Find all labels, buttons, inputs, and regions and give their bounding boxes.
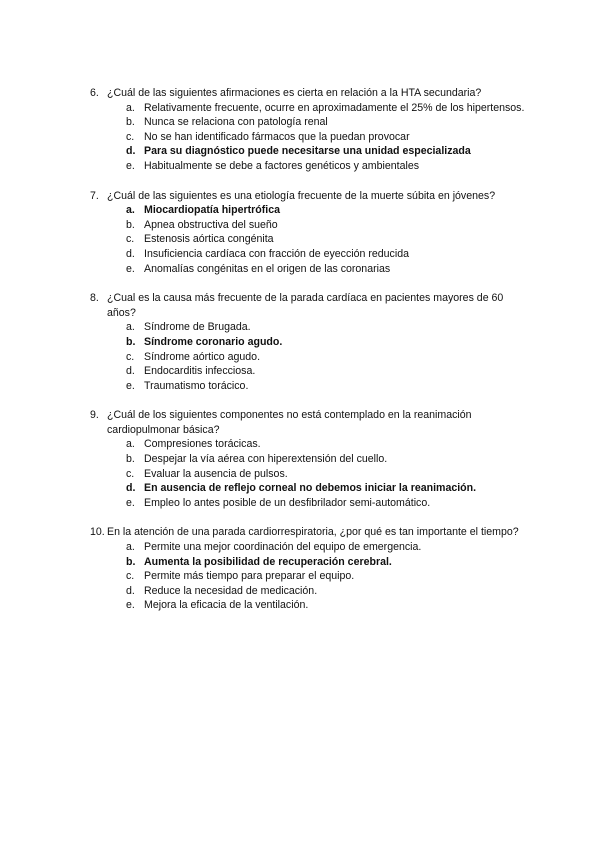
option-letter: b. xyxy=(126,555,136,568)
option-a xyxy=(90,101,530,116)
option-text: Empleo lo antes posible de un desfibrilador semi-automático. xyxy=(144,496,431,509)
option-b-correct xyxy=(90,335,530,350)
question-6 xyxy=(90,86,530,174)
option-letter: c. xyxy=(126,350,135,363)
option-e xyxy=(90,379,530,394)
option-b-correct xyxy=(90,555,530,570)
option-text: Anomalías congénitas en el origen de las coronarias xyxy=(144,262,391,275)
question-text: ¿Cual es la causa más frecuente de la parada cardíaca en pacientes mayores de 60 años? xyxy=(107,292,504,319)
option-letter: e. xyxy=(126,379,135,392)
option-a xyxy=(90,320,530,335)
option-e xyxy=(90,262,530,277)
question-text: ¿Cuál de las siguientes es una etiología frecuente de la muerte súbita en jóvenes? xyxy=(107,189,496,202)
option-text: Endocarditis infecciosa. xyxy=(144,365,256,378)
question-10 xyxy=(90,525,530,613)
option-text: Reduce la necesidad de medicación. xyxy=(144,584,318,597)
option-letter: c. xyxy=(126,467,135,480)
option-letter: c. xyxy=(126,130,135,143)
question-text: ¿Cuál de los siguientes componentes no está contemplado en la reanimación cardiopulmonar básica? xyxy=(107,409,472,436)
option-text: Permite más tiempo para preparar el equipo. xyxy=(144,570,355,583)
option-c xyxy=(90,569,530,584)
option-letter: a. xyxy=(126,321,135,334)
option-b xyxy=(90,218,530,233)
option-letter: e. xyxy=(126,599,135,612)
option-letter: e. xyxy=(126,262,135,275)
option-e xyxy=(90,159,530,174)
option-letter: e. xyxy=(126,159,135,172)
option-a-correct xyxy=(90,203,530,218)
option-text: Mejora la eficacia de la ventilación. xyxy=(144,599,309,612)
option-letter: c. xyxy=(126,570,135,583)
option-text: Permite una mejor coordinación del equipo de emergencia. xyxy=(144,541,422,554)
option-letter: d. xyxy=(126,365,135,378)
option-text: Miocardiopatía hipertrófica xyxy=(144,204,280,217)
option-letter: a. xyxy=(126,438,135,451)
option-text: Síndrome aórtico agudo. xyxy=(144,350,261,363)
option-d xyxy=(90,364,530,379)
question-text: ¿Cuál de las siguientes afirmaciones es cierta en relación a la HTA secundaria? xyxy=(107,87,482,99)
option-c xyxy=(90,350,530,365)
option-letter: c. xyxy=(126,233,135,246)
question-list xyxy=(90,86,530,628)
option-text: Síndrome coronario agudo. xyxy=(144,335,283,348)
option-a xyxy=(90,437,530,452)
option-a xyxy=(90,540,530,555)
option-text: Insuficiencia cardíaca con fracción de eyección reducida xyxy=(144,247,409,260)
question-number: 9. xyxy=(90,409,99,422)
option-letter: a. xyxy=(126,541,135,554)
option-e xyxy=(90,496,530,511)
option-c xyxy=(90,130,530,145)
option-b xyxy=(90,115,530,130)
option-letter: a. xyxy=(126,101,135,114)
option-letter: d. xyxy=(126,482,136,495)
question-number: 10. xyxy=(90,526,105,539)
question-8 xyxy=(90,291,530,393)
option-text: Habitualmente se debe a factores genéticos y ambientales xyxy=(144,159,420,172)
option-d-correct xyxy=(90,481,530,496)
option-d xyxy=(90,584,530,599)
question-text: En la atención de una parada cardiorrespiratoria, ¿por qué es tan importante el tiempo? xyxy=(107,526,519,539)
option-d xyxy=(90,247,530,262)
option-d-correct xyxy=(90,144,530,159)
option-e xyxy=(90,598,530,613)
question-number: 6. xyxy=(90,87,99,99)
option-text: Compresiones torácicas. xyxy=(144,438,261,451)
option-text: Despejar la vía aérea con hiperextensión del cuello. xyxy=(144,453,388,466)
option-letter: b. xyxy=(126,335,136,348)
question-number: 8. xyxy=(90,292,99,305)
option-b xyxy=(90,452,530,467)
option-letter: b. xyxy=(126,453,135,466)
option-letter: d. xyxy=(126,145,136,158)
option-text: Traumatismo torácico. xyxy=(144,379,249,392)
option-text: No se han identificado fármacos que la puedan provocar xyxy=(144,130,410,143)
option-c xyxy=(90,467,530,482)
question-number: 7. xyxy=(90,189,99,202)
option-text: Aumenta la posibilidad de recuperación cerebral. xyxy=(144,555,392,568)
option-text: Síndrome de Brugada. xyxy=(144,321,251,334)
option-letter: b. xyxy=(126,218,135,231)
option-text: En ausencia de reflejo corneal no debemos iniciar la reanimación. xyxy=(144,482,477,495)
option-letter: d. xyxy=(126,584,135,597)
question-9 xyxy=(90,408,530,510)
option-letter: d. xyxy=(126,247,135,260)
option-text: Estenosis aórtica congénita xyxy=(144,233,274,246)
option-text: Apnea obstructiva del sueño xyxy=(144,218,278,231)
option-text: Para su diagnóstico puede necesitarse una unidad especializada xyxy=(144,145,471,158)
option-text: Evaluar la ausencia de pulsos. xyxy=(144,467,288,480)
option-text: Relativamente frecuente, ocurre en aproximadamente el 25% de los hipertensos. xyxy=(144,101,525,114)
option-text: Nunca se relaciona con patología renal xyxy=(144,116,328,129)
option-letter: b. xyxy=(126,116,135,129)
option-c xyxy=(90,232,530,247)
option-letter: a. xyxy=(126,204,135,217)
question-7 xyxy=(90,189,530,277)
option-letter: e. xyxy=(126,496,135,509)
